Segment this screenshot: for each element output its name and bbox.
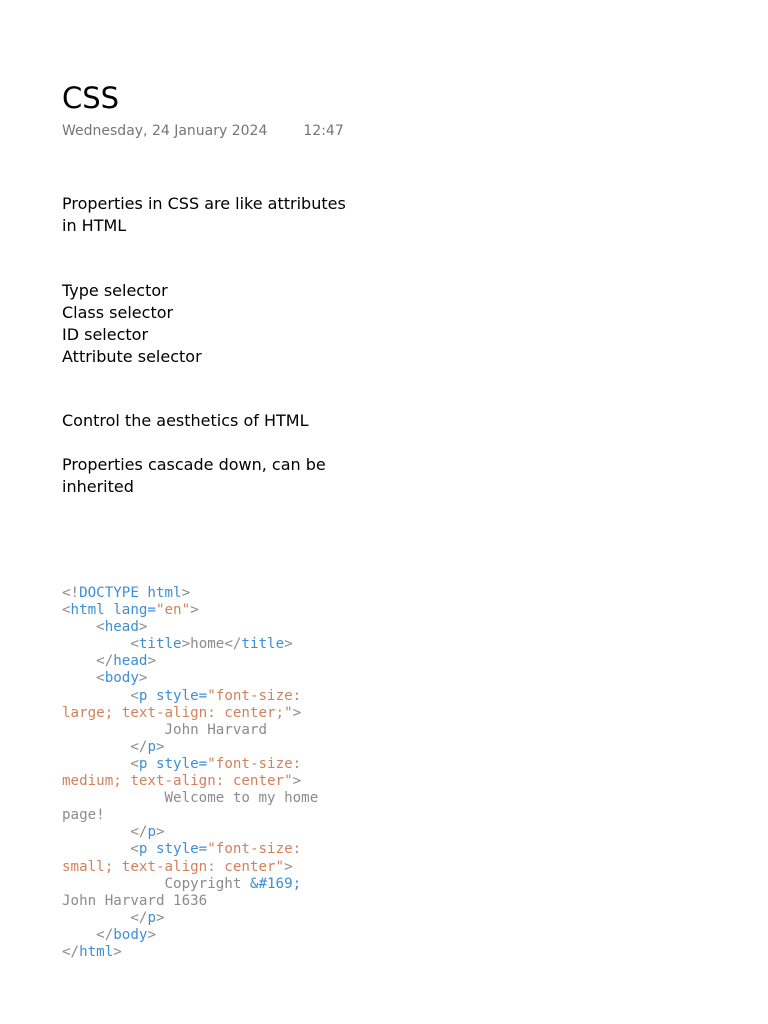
code-line: </p> bbox=[130, 909, 165, 926]
code-line: medium; text-align: center"> bbox=[62, 773, 302, 790]
code-line: </html> bbox=[62, 943, 122, 960]
selector-type: Type selector bbox=[62, 281, 168, 300]
code-line: </p> bbox=[130, 738, 165, 755]
code-line: </body> bbox=[96, 926, 156, 943]
page-title: CSS bbox=[62, 81, 120, 115]
page-time: 12:47 bbox=[303, 123, 344, 139]
selector-class: Class selector bbox=[62, 303, 174, 322]
code-line: large; text-align: center;"> bbox=[62, 704, 302, 721]
note-aesthetics bbox=[62, 410, 352, 432]
code-line: <html lang="en"> bbox=[62, 602, 199, 619]
selector-id: ID selector bbox=[62, 325, 149, 344]
code-line: Copyright &#169; bbox=[164, 875, 302, 892]
note-selectors-list bbox=[62, 280, 352, 368]
code-line: <title>home</title> bbox=[130, 636, 293, 653]
code-line: <p style="font-size: bbox=[130, 755, 302, 772]
note-line: Control the aesthetics of HTML bbox=[62, 411, 309, 430]
note-line: Properties cascade down, can be bbox=[62, 455, 326, 474]
code-line: small; text-align: center"> bbox=[62, 858, 293, 875]
page-timestamp bbox=[62, 122, 344, 140]
code-line: <head> bbox=[96, 619, 148, 636]
code-line: </head> bbox=[96, 653, 156, 670]
code-line: <!DOCTYPE html> bbox=[62, 585, 191, 601]
code-line: <p style="font-size: bbox=[130, 841, 302, 858]
html-code-block bbox=[62, 585, 352, 960]
code-line: Welcome to my home bbox=[164, 790, 319, 807]
note-line: Properties in CSS are like attributes bbox=[62, 194, 346, 213]
code-line: John Harvard bbox=[164, 721, 267, 738]
code-line: <p style="font-size: bbox=[130, 687, 302, 704]
page-date: Wednesday, 24 January 2024 bbox=[62, 123, 268, 139]
code-line: John Harvard 1636 bbox=[62, 892, 208, 909]
note-properties-attributes bbox=[62, 193, 352, 237]
code-line: page! bbox=[62, 807, 105, 824]
note-cascade bbox=[62, 454, 352, 498]
note-line: in HTML bbox=[62, 216, 127, 235]
note-line: inherited bbox=[62, 477, 134, 496]
code-line: </p> bbox=[130, 824, 165, 841]
code-line: <body> bbox=[96, 670, 148, 687]
selector-attribute: Attribute selector bbox=[62, 347, 202, 366]
